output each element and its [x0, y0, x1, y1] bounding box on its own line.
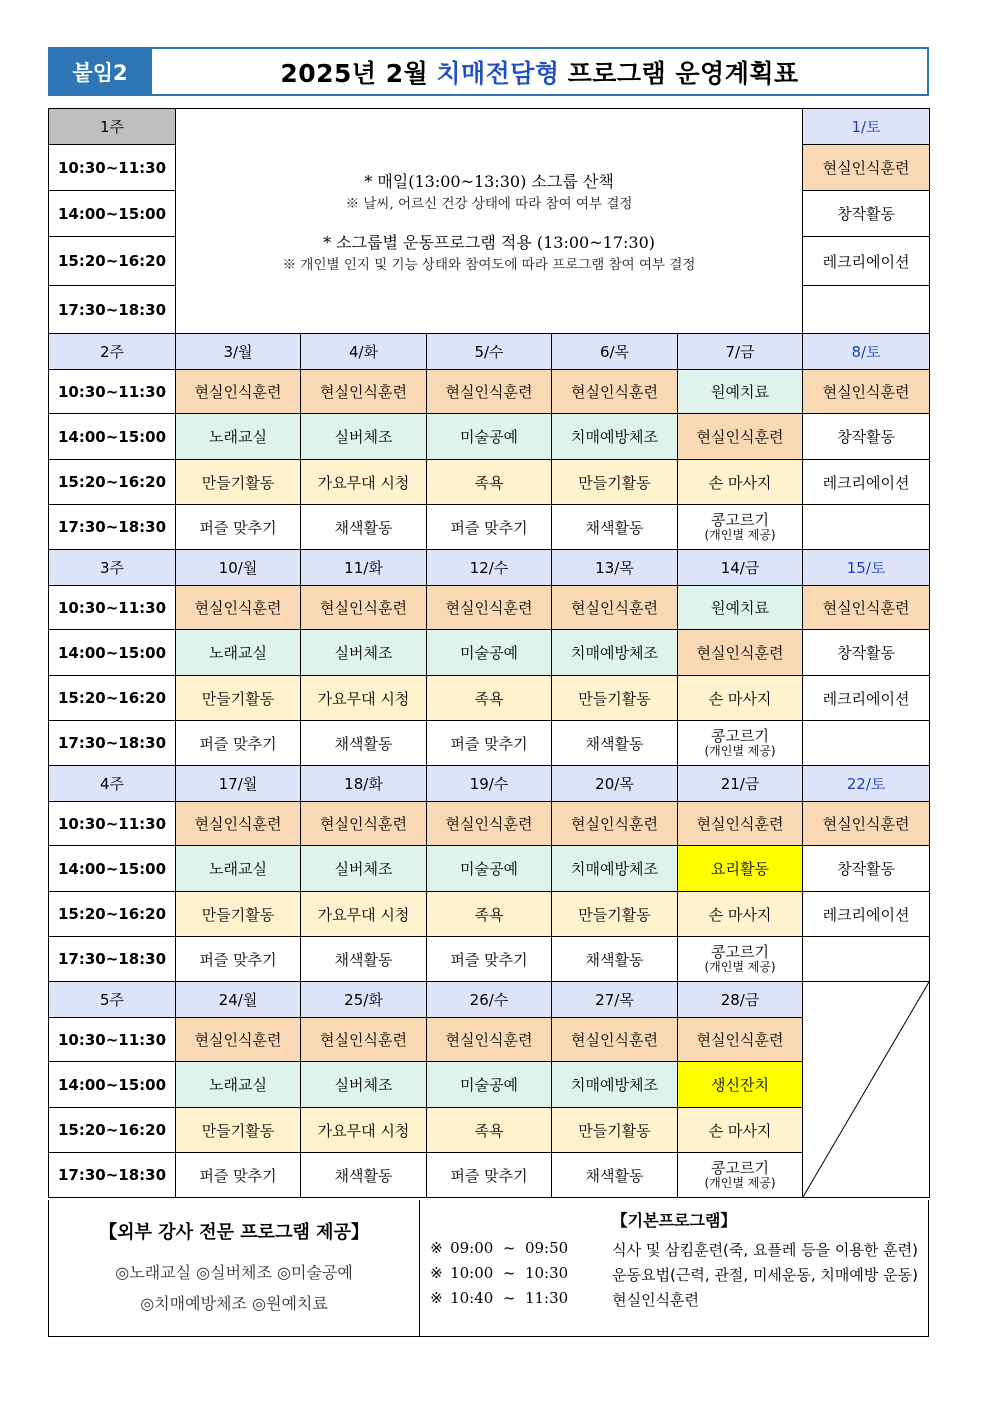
- activity-cell-individual: [678, 505, 803, 550]
- activity-cell: 채색활동: [301, 1153, 427, 1198]
- day-header-sat: 15/토: [803, 550, 930, 586]
- activity-cell: 가요무대 시청: [301, 460, 427, 505]
- activity-cell: 손 마사지: [678, 1108, 803, 1153]
- activity-cell: 채색활동: [552, 721, 678, 766]
- note-mark: ※: [430, 1289, 443, 1307]
- day-header: 4/화: [301, 334, 427, 370]
- activity-cell: 현실인식훈련: [552, 586, 678, 630]
- activity-cell: 현실인식훈련: [678, 414, 803, 460]
- activity-cell: 현실인식훈련: [176, 1018, 301, 1062]
- title-suffix: 프로그램 운영계획표: [567, 58, 799, 88]
- note-exercise: * 소그룹별 운동프로그램 적용 (13:00~17:30): [323, 233, 655, 252]
- time-slot: 14:00~15:00: [49, 630, 176, 676]
- diagonal-line: [803, 982, 929, 1197]
- basic-item: [430, 1289, 918, 1310]
- document-header: [48, 47, 929, 96]
- activity-cell: 채색활동: [552, 937, 678, 982]
- day-header: 14/금: [678, 550, 803, 586]
- activity-cell: 가요무대 시청: [301, 676, 427, 721]
- activity-cell: 창작활동: [803, 191, 930, 237]
- day-header: 5/수: [427, 334, 552, 370]
- activity-cell: 실버체조: [301, 1062, 427, 1108]
- time-slot: 10:30~11:30: [49, 370, 176, 414]
- activity-cell: 현실인식훈련: [301, 1018, 427, 1062]
- activity-cell: 만들기활동: [176, 1108, 301, 1153]
- activity-cell: 창작활동: [803, 414, 930, 460]
- activity-cell: 치매예방체조: [552, 1062, 678, 1108]
- basic-activity: 현실인식훈련: [612, 1291, 700, 1309]
- day-header: 13/목: [552, 550, 678, 586]
- activity-cell: 현실인식훈련: [678, 802, 803, 846]
- time-slot: 17:30~18:30: [49, 505, 176, 550]
- schedule-table: [48, 108, 930, 1198]
- activity-cell: [803, 937, 930, 982]
- day-header: 12/수: [427, 550, 552, 586]
- activity-cell: 족욕: [427, 460, 552, 505]
- day-header: 19/수: [427, 766, 552, 802]
- activity-cell: 미술공예: [427, 846, 552, 892]
- day-header: 3/월: [176, 334, 301, 370]
- activity-cell: 손 마사지: [678, 892, 803, 937]
- external-list-2: ◎치매예방체조 ◎원예치료: [140, 1294, 328, 1313]
- week-label: 3주: [49, 550, 176, 586]
- attachment-badge: 붙임2: [50, 49, 152, 94]
- activity-cell: 현실인식훈련: [427, 802, 552, 846]
- day-header: 18/화: [301, 766, 427, 802]
- time-slot: 15:20~16:20: [49, 460, 176, 505]
- activity-cell: 현실인식훈련: [552, 370, 678, 414]
- activity-cell: 치매예방체조: [552, 630, 678, 676]
- activity-cell: 실버체조: [301, 630, 427, 676]
- time-slot: 10:30~11:30: [49, 586, 176, 630]
- activity-cell: 현실인식훈련: [427, 1018, 552, 1062]
- basic-time: 10:40 ~ 11:30: [450, 1289, 569, 1307]
- day-header-sat: 22/토: [803, 766, 930, 802]
- week-label: 4주: [49, 766, 176, 802]
- activity-cell: 현실인식훈련: [176, 370, 301, 414]
- activity-cell: 가요무대 시청: [301, 892, 427, 937]
- time-slot: 10:30~11:30: [49, 1018, 176, 1062]
- activity-name: 콩고르기: [711, 510, 770, 529]
- activity-cell: 족욕: [427, 1108, 552, 1153]
- activity-cell: 현실인식훈련: [803, 370, 930, 414]
- basic-activity: 운동요법(근력, 관절, 미세운동, 치매예방 운동): [612, 1266, 918, 1284]
- activity-cell: 만들기활동: [552, 1108, 678, 1153]
- title-prefix: 2025년 2월: [280, 58, 429, 88]
- day-header: 27/목: [552, 982, 678, 1018]
- activity-cell: 현실인식훈련: [176, 802, 301, 846]
- activity-cell: 치매예방체조: [552, 414, 678, 460]
- day-header: 17/월: [176, 766, 301, 802]
- activity-cell: 만들기활동: [552, 892, 678, 937]
- activity-name: 콩고르기: [711, 1158, 770, 1177]
- activity-cell: [803, 505, 930, 550]
- activity-cell: 만들기활동: [176, 676, 301, 721]
- activity-name: 콩고르기: [711, 942, 770, 961]
- activity-cell: 현실인식훈련: [803, 586, 930, 630]
- basic-title: 【기본프로그램】: [611, 1211, 737, 1230]
- basic-item: [430, 1239, 918, 1260]
- activity-cell: 퍼즐 맞추기: [176, 1153, 301, 1198]
- activity-cell: [803, 721, 930, 766]
- activity-note: (개인별 제공): [704, 527, 776, 542]
- activity-cell: 레크리에이션: [803, 892, 930, 937]
- activity-cell-individual: [678, 721, 803, 766]
- week-label: 5주: [49, 982, 176, 1018]
- time-slot: 10:30~11:30: [49, 145, 176, 191]
- activity-cell: 요리활동: [678, 846, 803, 892]
- activity-note: (개인별 제공): [704, 959, 776, 974]
- activity-cell: 만들기활동: [552, 460, 678, 505]
- activity-cell: 미술공예: [427, 414, 552, 460]
- activity-name: 콩고르기: [711, 726, 770, 745]
- activity-cell: 퍼즐 맞추기: [176, 721, 301, 766]
- activity-cell: 현실인식훈련: [176, 586, 301, 630]
- activity-cell: 손 마사지: [678, 676, 803, 721]
- time-slot: 14:00~15:00: [49, 846, 176, 892]
- time-slot: 17:30~18:30: [49, 286, 176, 334]
- activity-cell: 현실인식훈련: [427, 370, 552, 414]
- activity-cell-individual: [678, 1153, 803, 1198]
- activity-cell: 창작활동: [803, 630, 930, 676]
- activity-cell: 노래교실: [176, 414, 301, 460]
- activity-cell: 채색활동: [301, 937, 427, 982]
- activity-cell: 현실인식훈련: [301, 370, 427, 414]
- external-list-1: ◎노래교실 ◎실버체조 ◎미술공예: [115, 1263, 353, 1282]
- activity-cell: 만들기활동: [552, 676, 678, 721]
- activity-cell: 레크리에이션: [803, 237, 930, 286]
- time-slot: 14:00~15:00: [49, 1062, 176, 1108]
- time-slot: 15:20~16:20: [49, 676, 176, 721]
- activity-cell: 창작활동: [803, 846, 930, 892]
- activity-cell: 채색활동: [301, 505, 427, 550]
- basic-time: 09:00 ~ 09:50: [450, 1239, 569, 1257]
- activity-cell: 채색활동: [552, 505, 678, 550]
- activity-cell: 현실인식훈련: [678, 1018, 803, 1062]
- activity-cell: 가요무대 시청: [301, 1108, 427, 1153]
- week-label: 2주: [49, 334, 176, 370]
- activity-cell: [803, 286, 930, 334]
- activity-cell: 퍼즐 맞추기: [176, 937, 301, 982]
- time-slot: 14:00~15:00: [49, 191, 176, 237]
- activity-cell: 실버체조: [301, 414, 427, 460]
- note-walk-condition: ※ 날씨, 어르신 건강 상태에 따라 참여 여부 결정: [345, 196, 633, 212]
- activity-cell: 원예치료: [678, 370, 803, 414]
- time-slot: 17:30~18:30: [49, 721, 176, 766]
- activity-cell: 현실인식훈련: [803, 802, 930, 846]
- activity-cell: 퍼즐 맞추기: [427, 1153, 552, 1198]
- activity-cell: 레크리에이션: [803, 460, 930, 505]
- activity-note: (개인별 제공): [704, 1175, 776, 1190]
- basic-programs: [420, 1200, 928, 1336]
- time-slot: 10:30~11:30: [49, 802, 176, 846]
- activity-cell: 족욕: [427, 892, 552, 937]
- activity-cell: 현실인식훈련: [301, 802, 427, 846]
- external-title: 【외부 강사 전문 프로그램 제공】: [99, 1222, 369, 1243]
- activity-cell: 퍼즐 맞추기: [427, 721, 552, 766]
- activity-cell: 현실인식훈련: [803, 145, 930, 191]
- day-header: 10/월: [176, 550, 301, 586]
- note-mark: ※: [430, 1239, 443, 1257]
- time-slot: 15:20~16:20: [49, 237, 176, 286]
- day-header: 11/화: [301, 550, 427, 586]
- basic-activity: 식사 및 삼킴훈련(죽, 요플레 등을 이용한 훈련): [612, 1241, 918, 1259]
- activity-cell: 퍼즐 맞추기: [176, 505, 301, 550]
- note-mark: ※: [430, 1264, 443, 1282]
- notes-panel: [176, 109, 803, 334]
- time-slot: 15:20~16:20: [49, 1108, 176, 1153]
- activity-cell: 만들기활동: [176, 460, 301, 505]
- activity-cell: 노래교실: [176, 630, 301, 676]
- day-header: 20/목: [552, 766, 678, 802]
- activity-cell: 현실인식훈련: [427, 586, 552, 630]
- activity-cell: 손 마사지: [678, 460, 803, 505]
- page-title: [152, 49, 927, 94]
- day-header: 28/금: [678, 982, 803, 1018]
- activity-cell: 생신잔치: [678, 1062, 803, 1108]
- activity-cell: 미술공예: [427, 630, 552, 676]
- footer-panel: [48, 1200, 929, 1337]
- activity-cell: 족욕: [427, 676, 552, 721]
- activity-cell: 현실인식훈련: [552, 802, 678, 846]
- day-header: 26/수: [427, 982, 552, 1018]
- activity-cell: 레크리에이션: [803, 676, 930, 721]
- title-highlight: 치매전담형: [436, 58, 560, 88]
- activity-cell: 퍼즐 맞추기: [427, 505, 552, 550]
- day-header-sat: 8/토: [803, 334, 930, 370]
- day-header: 7/금: [678, 334, 803, 370]
- activity-cell: 노래교실: [176, 846, 301, 892]
- time-slot: 15:20~16:20: [49, 892, 176, 937]
- activity-cell: 채색활동: [552, 1153, 678, 1198]
- activity-cell: 채색활동: [301, 721, 427, 766]
- activity-cell: 현실인식훈련: [678, 630, 803, 676]
- activity-cell: 현실인식훈련: [552, 1018, 678, 1062]
- empty-saturday-cell: [803, 982, 930, 1198]
- activity-cell: 만들기활동: [176, 892, 301, 937]
- activity-cell: 현실인식훈련: [301, 586, 427, 630]
- time-slot: 17:30~18:30: [49, 1153, 176, 1198]
- time-slot: 14:00~15:00: [49, 414, 176, 460]
- activity-cell-individual: [678, 937, 803, 982]
- external-programs: [49, 1200, 420, 1336]
- activity-note: (개인별 제공): [704, 743, 776, 758]
- note-walk: * 매일(13:00~13:30) 소그룹 산책: [364, 172, 614, 191]
- activity-cell: 미술공예: [427, 1062, 552, 1108]
- day-header: 6/목: [552, 334, 678, 370]
- activity-cell: 퍼즐 맞추기: [427, 937, 552, 982]
- activity-cell: 원예치료: [678, 586, 803, 630]
- activity-cell: 치매예방체조: [552, 846, 678, 892]
- week-label: 1주: [49, 109, 176, 145]
- day-header: 25/화: [301, 982, 427, 1018]
- basic-item: [430, 1264, 918, 1285]
- day-header: 21/금: [678, 766, 803, 802]
- day-header-sat: 1/토: [803, 109, 930, 145]
- day-header: 24/월: [176, 982, 301, 1018]
- activity-cell: 실버체조: [301, 846, 427, 892]
- activity-cell: 노래교실: [176, 1062, 301, 1108]
- time-slot: 17:30~18:30: [49, 937, 176, 982]
- basic-time: 10:00 ~ 10:30: [450, 1264, 569, 1282]
- note-exercise-condition: ※ 개인별 인지 및 기능 상태와 참여도에 따라 프로그램 참여 여부 결정: [282, 257, 696, 273]
